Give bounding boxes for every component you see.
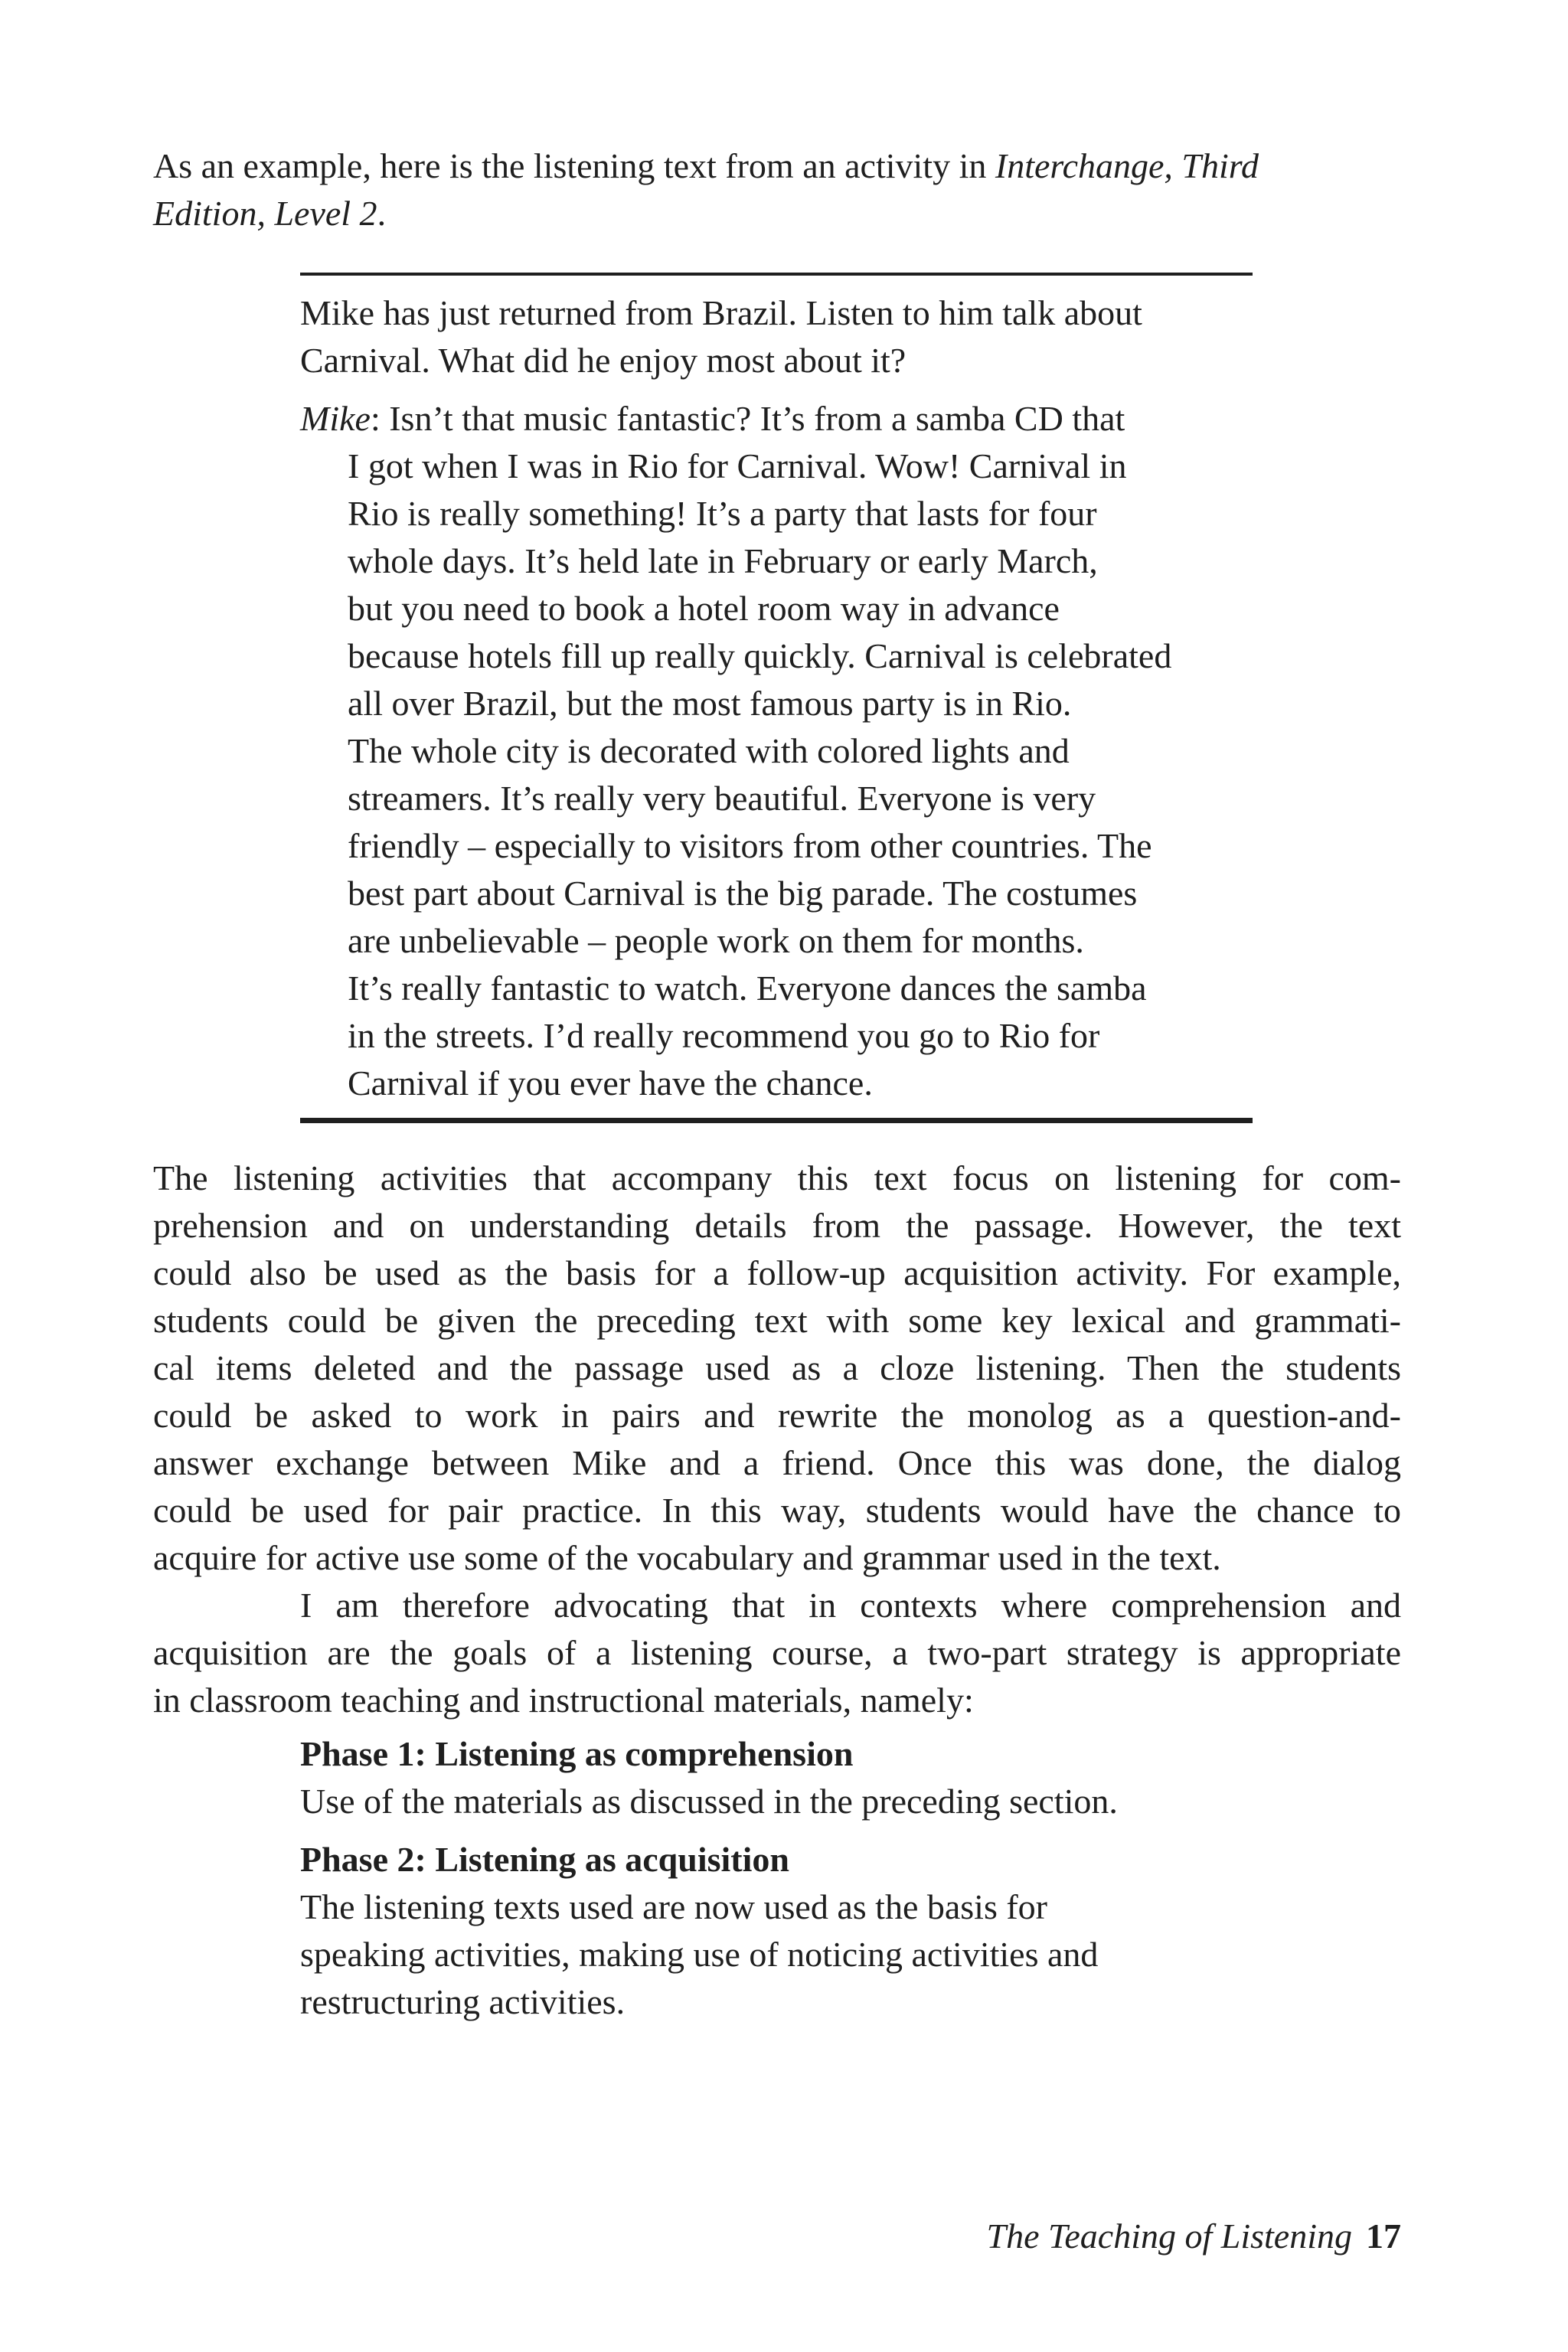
listening-box-top-rule: [300, 273, 1253, 276]
monolog-line: are unbelievable – people work on them for months.: [348, 921, 1084, 960]
monolog-line: whole days. It’s held late in February or early March,: [348, 541, 1098, 580]
monolog-line: because hotels fill up really quickly. Carnival is celebrated: [348, 636, 1172, 675]
intro-line-1: As an example, here is the listening text from an activity in Interchange, Third: [153, 146, 1259, 185]
speaker-name: Mike: [300, 399, 371, 438]
body-line: could be asked to work in pairs and rewrite the monolog as a question-and-: [153, 1396, 1401, 1435]
monolog-line: I got when I was in Rio for Carnival. Wow! Carnival in: [348, 446, 1127, 485]
phase-2: [300, 1836, 1403, 2026]
monolog-line: friendly – especially to visitors from other countries. The: [348, 826, 1152, 865]
prompt-line: Carnival. What did he enjoy most about it?: [300, 341, 906, 380]
body-line: in classroom teaching and instructional materials, namely:: [153, 1681, 974, 1720]
mike-monolog: [300, 395, 1253, 1107]
phase-2-description-line: The listening texts used are now used as the basis for: [300, 1887, 1047, 1926]
listening-prompt: [300, 289, 1253, 384]
running-title: The Teaching of Listening: [986, 2216, 1352, 2256]
monolog-line: Rio is really something! It’s a party that lasts for four: [348, 494, 1097, 533]
intro-line-2: Edition, Level 2.: [153, 194, 387, 233]
page-footer: [987, 2213, 1402, 2260]
monolog-line: but you need to book a hotel room way in advance: [348, 589, 1060, 628]
body-text: [153, 1155, 1401, 1724]
phase-2-description-line: speaking activities, making use of noticing activities and: [300, 1935, 1099, 1974]
page-number: 17: [1366, 2216, 1401, 2256]
body-line: could also be used as the basis for a follow-up acquisition activity. For example,: [153, 1253, 1401, 1292]
body-line: could be used for pair practice. In this way, students would have the chance to: [153, 1491, 1401, 1530]
phase-1: [300, 1730, 1403, 1825]
prompt-line: Mike has just returned from Brazil. Listen to him talk about: [300, 293, 1142, 332]
phases-list: [300, 1730, 1403, 2026]
monolog-line: Carnival if you ever have the chance.: [348, 1063, 873, 1102]
phase-2-description-line: restructuring activities.: [300, 1982, 626, 2021]
book-title-part-2: Edition, Level 2: [153, 194, 377, 233]
monolog-line: It’s really fantastic to watch. Everyone dances the samba: [348, 969, 1147, 1008]
body-paragraph-2: [153, 1582, 1401, 1724]
body-line: I am therefore advocating that in contexts where comprehension and: [300, 1586, 1401, 1625]
listening-box-bottom-rule: [300, 1118, 1253, 1123]
listening-text-box: [300, 289, 1253, 1107]
monolog-line: streamers. It’s really very beautiful. Everyone is very: [348, 779, 1096, 818]
book-title-part-1: Interchange, Third: [995, 146, 1259, 185]
body-line: answer exchange between Mike and a friend. Once this was done, the dialog: [153, 1443, 1401, 1482]
phase-2-title: Phase 2: Listening as acquisition: [300, 1840, 789, 1879]
body-paragraph-1: [153, 1155, 1401, 1582]
monolog-line: best part about Carnival is the big parade. The costumes: [348, 874, 1138, 913]
monolog-line: in the streets. I’d really recommend you go to Rio for: [348, 1016, 1100, 1055]
phase-1-title: Phase 1: Listening as comprehension: [300, 1734, 854, 1773]
body-line: prehension and on understanding details from the passage. However, the text: [153, 1206, 1401, 1245]
body-line: cal items deleted and the passage used as a cloze listening. Then the students: [153, 1348, 1401, 1387]
phase-1-description: Use of the materials as discussed in the preceding section.: [300, 1782, 1118, 1821]
intro-paragraph: [153, 142, 1401, 237]
body-line: acquisition are the goals of a listening course, a two-part strategy is appropriate: [153, 1633, 1401, 1672]
monolog-line: The whole city is decorated with colored lights and: [348, 731, 1070, 770]
phase-spacer: [300, 1825, 1403, 1836]
body-line: students could be given the preceding text with some key lexical and grammati-: [153, 1301, 1401, 1340]
body-line: acquire for active use some of the vocabulary and grammar used in the text.: [153, 1538, 1221, 1577]
monolog-line: Mike: Isn’t that music fantastic? It’s from a samba CD that: [300, 399, 1125, 438]
monolog-line: all over Brazil, but the most famous party is in Rio.: [348, 684, 1072, 723]
body-line: The listening activities that accompany this text focus on listening for com-: [153, 1158, 1401, 1197]
